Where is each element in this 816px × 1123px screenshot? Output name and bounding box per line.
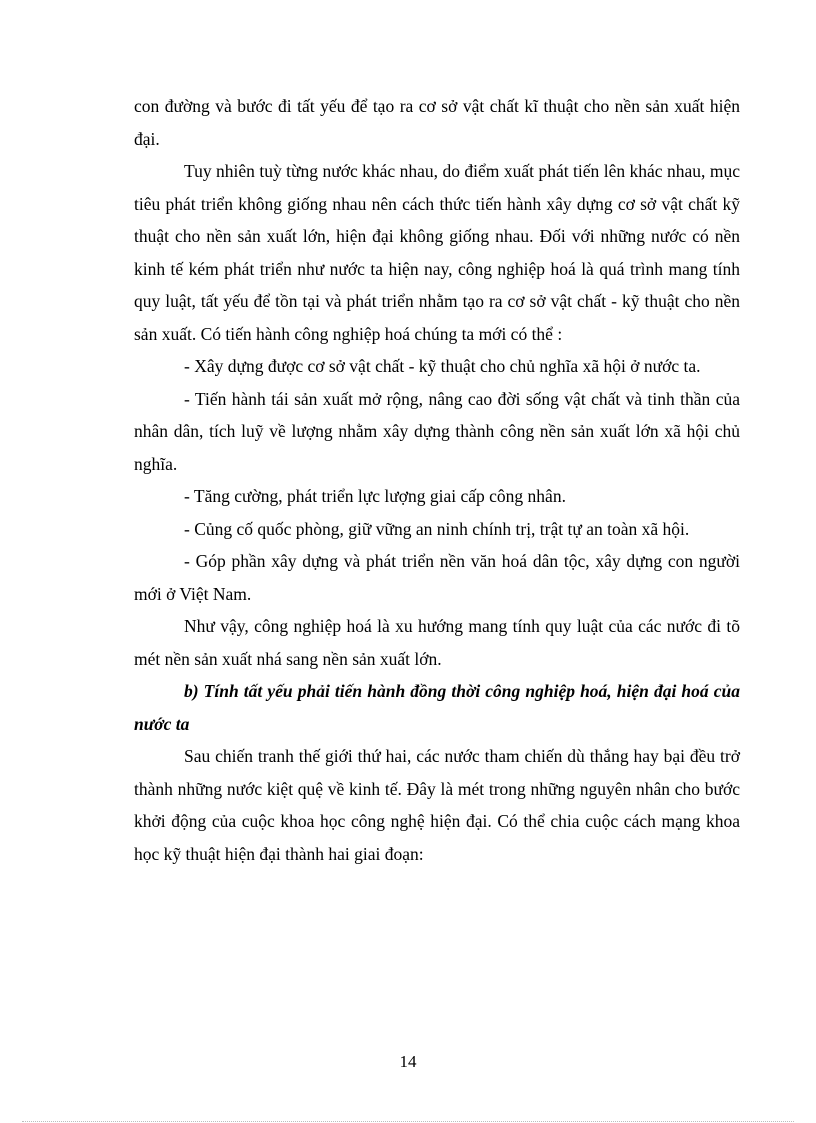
bullet-item-material-base: - Xây dựng được cơ sở vật chất - kỹ thuật cho chủ nghĩa xã hội ở nước ta. [184, 356, 701, 376]
bullet-item-working-class: - Tăng cường, phát triển lực lượng giai cấp công nhân. [184, 486, 566, 506]
document-body [134, 90, 740, 870]
bullet-item-reproduction: - Tiến hành tái sản xuất mở rộng, nâng cao đời sống vật chất và tinh thần của nhân dân, tích luỹ về lượng nhằm xây dựng thành công nền sản xuất lớn xã hội chủ nghĩa. [134, 388, 740, 474]
paragraph-industrialization-context: Tuy nhiên tuỳ từng nước khác nhau, do điểm xuất phát tiến lên khác nhau, mục tiêu phát triển không giống nhau nên cách thức tiến hành xây dựng cơ sở vật chất kỹ thuật cho nền sản xuất lớn, hiện đại không giống nhau. Đối với những nước có nền kinh tế kém phát triển như nước ta hiện nay, công nghiệp hoá là quá trình mang tính quy luật, tất yếu để tồn tại và phát triển nhằm tạo ra cơ sở vật chất - kỹ thuật cho nền sản xuất. Có tiến hành công nghiệp hoá chúng ta mới có thể : [134, 161, 740, 344]
page-bottom-divider [22, 1121, 794, 1122]
paragraph-postwar: Sau chiến tranh thế giới thứ hai, các nước tham chiến dù thắng hay bại đều trở thành những nước kiệt quệ về kinh tế. Đây là mét trong những nguyên nhân cho bước khởi động của cuộc khoa học công nghệ hiện đại. Có thể chia cuộc cách mạng khoa học kỹ thuật hiện đại thành hai giai đoạn: [134, 746, 740, 864]
paragraph-continuation: con đường và bước đi tất yếu để tạo ra cơ sở vật chất kĩ thuật cho nền sản xuất hiện đại. [134, 96, 740, 149]
section-heading: b) Tính tất yếu phải tiến hành đồng thời công nghiệp hoá, hiện đại hoá của nước ta [134, 681, 740, 734]
bullet-item-national-defense: - Củng cố quốc phòng, giữ vững an ninh chính trị, trật tự an toàn xã hội. [184, 518, 690, 539]
bullet-item-culture: - Góp phần xây dựng và phát triển nền văn hoá dân tộc, xây dựng con người mới ở Việt Nam. [134, 551, 740, 604]
page-number: 14 [399, 1052, 417, 1071]
paragraph-conclusion: Như vậy, công nghiệp hoá là xu hướng mang tính quy luật của các nước đi tõ mét nền sản xuất nhá sang nền sản xuất lớn. [134, 616, 740, 669]
